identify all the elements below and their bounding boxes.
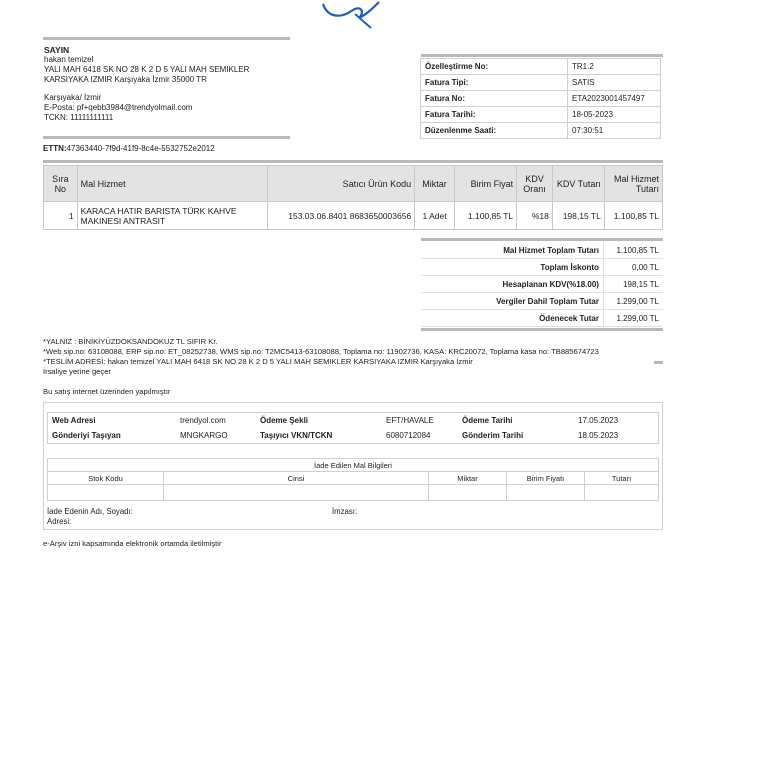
returner-block xyxy=(47,507,133,527)
shipping-row xyxy=(48,413,659,429)
meta-key: Fatura Tipi: xyxy=(421,75,568,91)
totals-key: Hesaplanan KDV(%18.00) xyxy=(421,276,603,293)
meta-row xyxy=(421,75,661,91)
totals-value: 1.299,00 TL xyxy=(603,293,663,310)
cell-no: 1 xyxy=(44,202,78,230)
cell-kdv-amount: 198,15 TL xyxy=(552,202,604,230)
items-table xyxy=(43,165,663,230)
totals-value: 1.299,00 TL xyxy=(603,310,663,327)
ettn-label: ETTN: xyxy=(43,144,67,153)
web-address-label: Web Adresi xyxy=(52,416,96,425)
header-rule xyxy=(43,37,290,40)
ret-col-stock-code: Stok Kodu xyxy=(48,472,164,485)
returned-goods-title: İade Edilen Mal Bilgileri xyxy=(48,459,659,472)
col-header-kdv-amount: KDV Tutarı xyxy=(552,166,604,202)
meta-key: Düzenlenme Saati: xyxy=(421,123,568,139)
notes-block xyxy=(43,337,683,377)
cell-name: KARACA HATIR BARISTA TÜRK KAHVE MAKINESI ANTRASIT xyxy=(77,202,268,230)
totals-row xyxy=(421,276,663,293)
meta-row xyxy=(421,107,661,123)
ret-col-qty: Miktar xyxy=(429,472,507,485)
shipping-row xyxy=(48,428,659,444)
customer-email: E-Posta: pf+qebb3984@trendyolmail.com xyxy=(44,103,193,112)
table-row xyxy=(44,202,663,230)
note-irsaliye: İrsaliye yerine geçer xyxy=(43,367,111,376)
col-header-total: Mal Hizmet Tutarı xyxy=(604,166,662,202)
totals-rule-bottom xyxy=(421,328,663,331)
totals-key: Ödenecek Tutar xyxy=(421,310,603,327)
meta-value: 07:30:51 xyxy=(568,123,661,139)
meta-row xyxy=(421,59,661,75)
ret-cell xyxy=(507,485,585,501)
meta-row xyxy=(421,123,661,139)
carrier-label: Gönderiyi Taşıyan xyxy=(52,431,121,440)
items-rule xyxy=(43,160,663,163)
ret-cell xyxy=(48,485,164,501)
shipping-info-table xyxy=(47,412,659,444)
cell-kdv-rate: %18 xyxy=(517,202,553,230)
customer-block xyxy=(44,45,294,123)
ret-cell xyxy=(585,485,659,501)
carrier-value: MNGKARGO xyxy=(180,431,228,440)
totals-row xyxy=(421,259,663,276)
customer-city: Karşıyaka/ İzmir xyxy=(44,93,102,102)
ret-col-total: Tutarı xyxy=(585,472,659,485)
meta-value: 18-05-2023 xyxy=(568,107,661,123)
customer-address-line2: KARSIYAKA IZMIR Karşıyaka İzmir 35000 TR xyxy=(44,75,207,84)
web-address-value: trendyol.com xyxy=(180,416,226,425)
note-delivery-address: *TESLİM ADRESİ: hakan temizel YALI MAH 6418 SK NO 28 K 2 D 5 YALI MAH SEMIKLER KARSIYAKA IZMIR Karşıyaka İzmir xyxy=(43,357,473,366)
ettn-line xyxy=(43,144,215,154)
signature-mark xyxy=(315,0,385,30)
note-internet-sale: Bu satış internet üzerinden yapılmıştır xyxy=(43,387,171,396)
meta-key: Fatura Tarihi: xyxy=(421,107,568,123)
note-amount-words: *YALNIZ : BİNİKİYÜZDOKSANDOKUZ TL SIFIR Kr. xyxy=(43,337,218,346)
payment-date-label: Ödeme Tarihi xyxy=(462,416,513,425)
meta-rule xyxy=(421,54,663,57)
totals-value: 1.100,85 TL xyxy=(603,242,663,259)
col-header-unit-price: Birim Fiyat xyxy=(454,166,516,202)
invoice-meta-table xyxy=(420,58,661,139)
totals-row xyxy=(421,310,663,327)
carrier-vkn-value: 6080712084 xyxy=(386,431,431,440)
totals-key: Toplam İskonto xyxy=(421,259,603,276)
note-order-numbers: *Web sip.no: 63108088, ERP sip.no: ET_08252738, WMS sip.no: T2MC5413-63108088, Toplama no: 11902736, KASA: KRC20072, Toplama kasa no: TB885674723 xyxy=(43,347,599,356)
meta-value: SATIS xyxy=(568,75,661,91)
ship-date-label: Gönderim Tarihi xyxy=(462,431,524,440)
ettn-value: 47363440-7f9d-41f9-8c4e-5532752e2012 xyxy=(66,144,215,153)
notes-marker xyxy=(654,361,663,364)
ret-col-type: Cinsi xyxy=(164,472,429,485)
totals-rule-top xyxy=(421,238,663,241)
cell-code: 153.03.06.8401 8683650003656 xyxy=(268,202,415,230)
col-header-name: Mal Hizmet xyxy=(77,166,268,202)
ret-cell xyxy=(429,485,507,501)
totals-row xyxy=(421,242,663,259)
carrier-vkn-label: Taşıyıcı VKN/TCKN xyxy=(260,431,333,440)
cell-qty: 1 Adet xyxy=(415,202,455,230)
cell-total: 1.100,85 TL xyxy=(604,202,662,230)
ret-col-unit-price: Birim Fiyatı xyxy=(507,472,585,485)
totals-key: Mal Hizmet Toplam Tutarı xyxy=(421,242,603,259)
col-header-no: Sıra No xyxy=(44,166,78,202)
meta-value: ETA2023001457497 xyxy=(568,91,661,107)
totals-value: 198,15 TL xyxy=(603,276,663,293)
customer-rule xyxy=(43,136,290,139)
meta-key: Fatura No: xyxy=(421,91,568,107)
footer-note: e-Arşiv izni kapsamında elektronik ortamda iletilmiştir xyxy=(43,539,222,548)
col-header-kdv-rate: KDV Oranı xyxy=(517,166,553,202)
payment-method-label: Ödeme Şekli xyxy=(260,416,309,425)
payment-date-value: 17.05.2023 xyxy=(578,416,619,425)
ship-date-value: 18.05.2023 xyxy=(578,431,619,440)
col-header-qty: Miktar xyxy=(415,166,455,202)
totals-row xyxy=(421,293,663,310)
totals-table xyxy=(421,242,663,327)
totals-value: 0,00 TL xyxy=(603,259,663,276)
signature-label: İmzası: xyxy=(332,507,358,516)
payment-method-value: EFT/HAVALE xyxy=(386,416,434,425)
returner-address-label: Adresi: xyxy=(47,517,72,526)
customer-address-line1: YALI MAH 6418 SK NO 28 K 2 D 5 YALI MAH SEMIKLER xyxy=(44,65,250,74)
cell-unit-price: 1.100,85 TL xyxy=(454,202,516,230)
meta-row xyxy=(421,91,661,107)
meta-value: TR1.2 xyxy=(568,59,661,75)
returned-goods-table xyxy=(47,458,659,501)
totals-key: Vergiler Dahil Toplam Tutar xyxy=(421,293,603,310)
ret-cell xyxy=(164,485,429,501)
customer-heading: SAYIN xyxy=(44,45,70,55)
returner-name-label: İade Edenin Adı, Soyadı: xyxy=(47,507,133,516)
meta-key: Özelleştirme No: xyxy=(421,59,568,75)
customer-name: hakan temizel xyxy=(44,55,94,64)
customer-tckn: TCKN: 11111111111 xyxy=(44,113,114,122)
col-header-code: Satıcı Ürün Kodu xyxy=(268,166,415,202)
